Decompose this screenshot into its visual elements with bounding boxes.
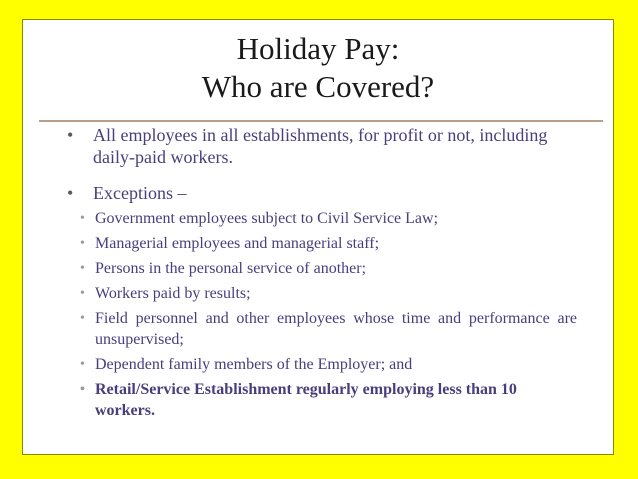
exception-text: Retail/Service Establishment regularly employing less than 10 workers. [95, 381, 517, 419]
exception-item [79, 233, 577, 254]
bullet-coverage [67, 124, 577, 168]
sub-bullet-icon: • [80, 236, 85, 251]
bullet-exceptions [67, 182, 577, 204]
bullet-icon: • [67, 183, 74, 203]
bullet-icon: • [67, 125, 74, 145]
slide [22, 19, 614, 455]
exception-item-emphasized [79, 379, 577, 421]
bullet-exceptions-text: Exceptions – [93, 183, 187, 203]
sub-bullet-icon: • [80, 211, 85, 226]
sub-bullet-icon: • [80, 382, 85, 397]
exception-text: Managerial employees and managerial staff; [95, 235, 380, 252]
sub-bullet-icon: • [80, 357, 85, 372]
exception-text: Persons in the personal service of another; [95, 260, 367, 277]
slide-content [67, 124, 577, 425]
exception-text: Workers paid by results; [95, 285, 251, 302]
bullet-coverage-text: All employees in all establishments, for profit or not, including daily-paid workers. [93, 125, 548, 167]
exception-item [79, 208, 577, 229]
exception-item [79, 308, 577, 350]
sub-bullet-icon: • [80, 261, 85, 276]
title-divider [39, 120, 603, 122]
exception-text: Field personnel and other employees whose time and performance are unsupervised; [95, 310, 577, 348]
exception-item [79, 258, 577, 279]
sub-bullet-icon: • [80, 286, 85, 301]
exception-item [79, 354, 577, 375]
title-line-2: Who are Covered? [201, 69, 435, 104]
exception-text: Dependent family members of the Employer; and [95, 356, 413, 373]
title-line-1: Holiday Pay: [236, 31, 400, 66]
sub-bullet-icon: • [80, 311, 85, 326]
exceptions-list [79, 208, 577, 421]
slide-title [23, 30, 613, 106]
exception-item [79, 283, 577, 304]
exception-text: Government employees subject to Civil Service Law; [95, 210, 439, 227]
